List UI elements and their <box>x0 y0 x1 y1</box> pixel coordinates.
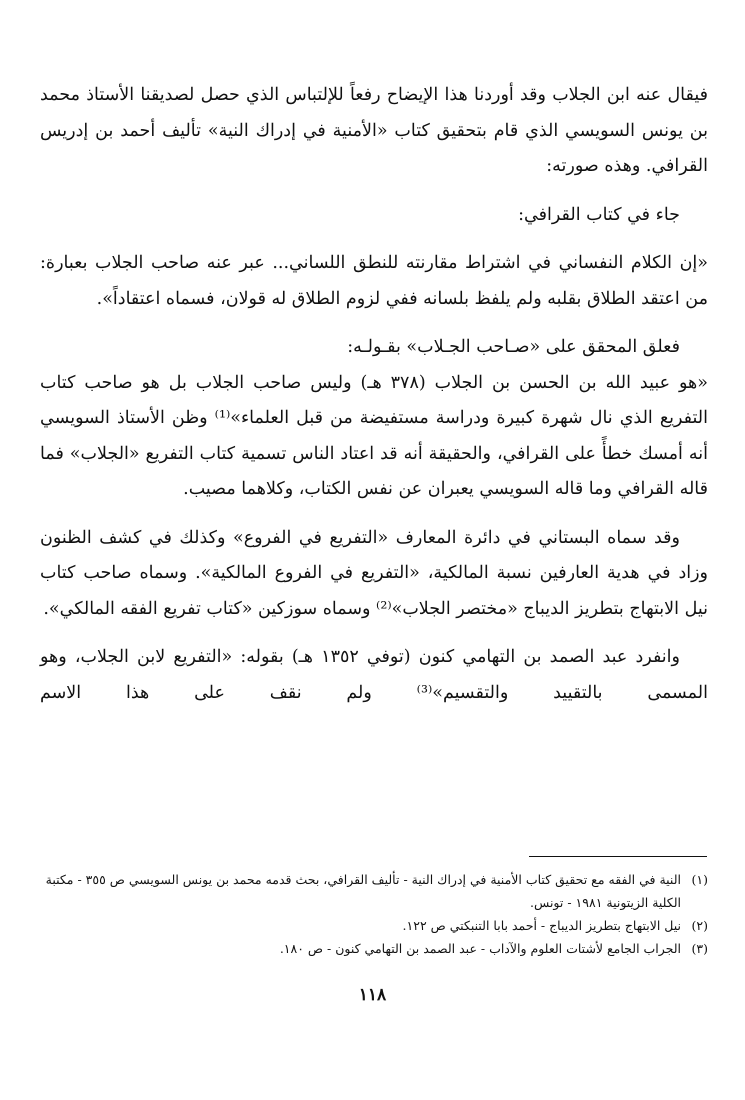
footnote-number: (٣) <box>691 941 708 956</box>
footnote-text: النية في الفقه مع تحقيق كتاب الأمنية في إدراك النية - تأليف القرافي، بحث قدمه محمد بن يونس السويسي ص ٣٥٥ - مكتبة الكلية الزيتونية ١٩٨١ - تونس. <box>45 872 681 910</box>
paragraph: وانفرد عبد الصمد بن التهامي كنون (توفي ١٣٥٢ هـ) بقوله: «التفريع لابن الجلاب، وهو المسمى بالتقييد والتقسيم»⁽³⁾ ولم نقف على هذا الاسم <box>40 647 708 703</box>
paragraph: فيقال عنه ابن الجلاب وقد أوردنا هذا الإيضاح رفعاً للإلتباس الذي حصل لصديقنا الأستاذ محمد بن يونس السويسي الذي قام بتحقيق كتاب «الأمنية في إدراك النية» تأليف أحمد بن إدريس القرافي. وهذه صورته: <box>40 85 708 176</box>
paragraph: وقد سماه البستاني في دائرة المعارف «التفريع في الفروع» وكذلك في كشف الظنون وزاد في هدية العارفين نسبة المالكية، «التفريع في الفروع المالكية». وسماه صاحب كتاب نيل الابتهاج بتطريز الديباج «مختصر الجلاب»⁽²⁾ وسماه سوزكين «كتاب تفريع الفقه المالكي». <box>40 527 708 619</box>
paragraph: فعلق المحقق على «صـاحب الجـلاب» بقـولـه: <box>347 337 680 357</box>
paragraph: جاء في كتاب القرافي: <box>518 204 680 225</box>
footnote <box>42 914 708 937</box>
block-quote: «هو عبيد الله بن الحسن بن الجلاب (٣٧٨ هـ) وليس صاحب الجلاب بل هو صاحب كتاب التفريع الذي نال شهرة كبيرة ودراسة مستفيضة من قبل العلماء»⁽¹⁾ وظن الأستاذ السويسي أنه أمسك خطأً على القرافي، والحقيقة أنه قد اعتاد الناس تسمية كتاب التفريع «الجلاب» فما قاله القرافي وما قاله السويسي يعبران عن نفس الكتاب، وكلاهما مصيب. <box>40 372 708 499</box>
body-text <box>40 78 708 711</box>
footnote-number: (٢) <box>691 918 708 933</box>
footnote-separator <box>529 856 707 857</box>
footnotes <box>42 868 708 960</box>
footnote-text: الجراب الجامع لأشتات العلوم والآداب - عبد الصمد بن التهامي كنون - ص ١٨٠. <box>279 941 681 956</box>
footnote-number: (١) <box>691 872 708 887</box>
footnote <box>42 937 708 960</box>
page-number: ١١٨ <box>358 985 387 1005</box>
footnote <box>42 868 708 914</box>
block-quote: «إن الكلام النفساني في اشتراط مقارنته للنطق اللساني... عبر عنه صاحب الجلاب بعبارة: من اعتقد الطلاق بقلبه ولم يلفظ بلسانه ففي لزوم الطلاق له قولان، فسماه اعتقاداً». <box>40 253 708 309</box>
footnote-text: نيل الابتهاج بتطريز الديباج - أحمد بابا التنبكتي ص ١٢٢. <box>402 918 681 933</box>
